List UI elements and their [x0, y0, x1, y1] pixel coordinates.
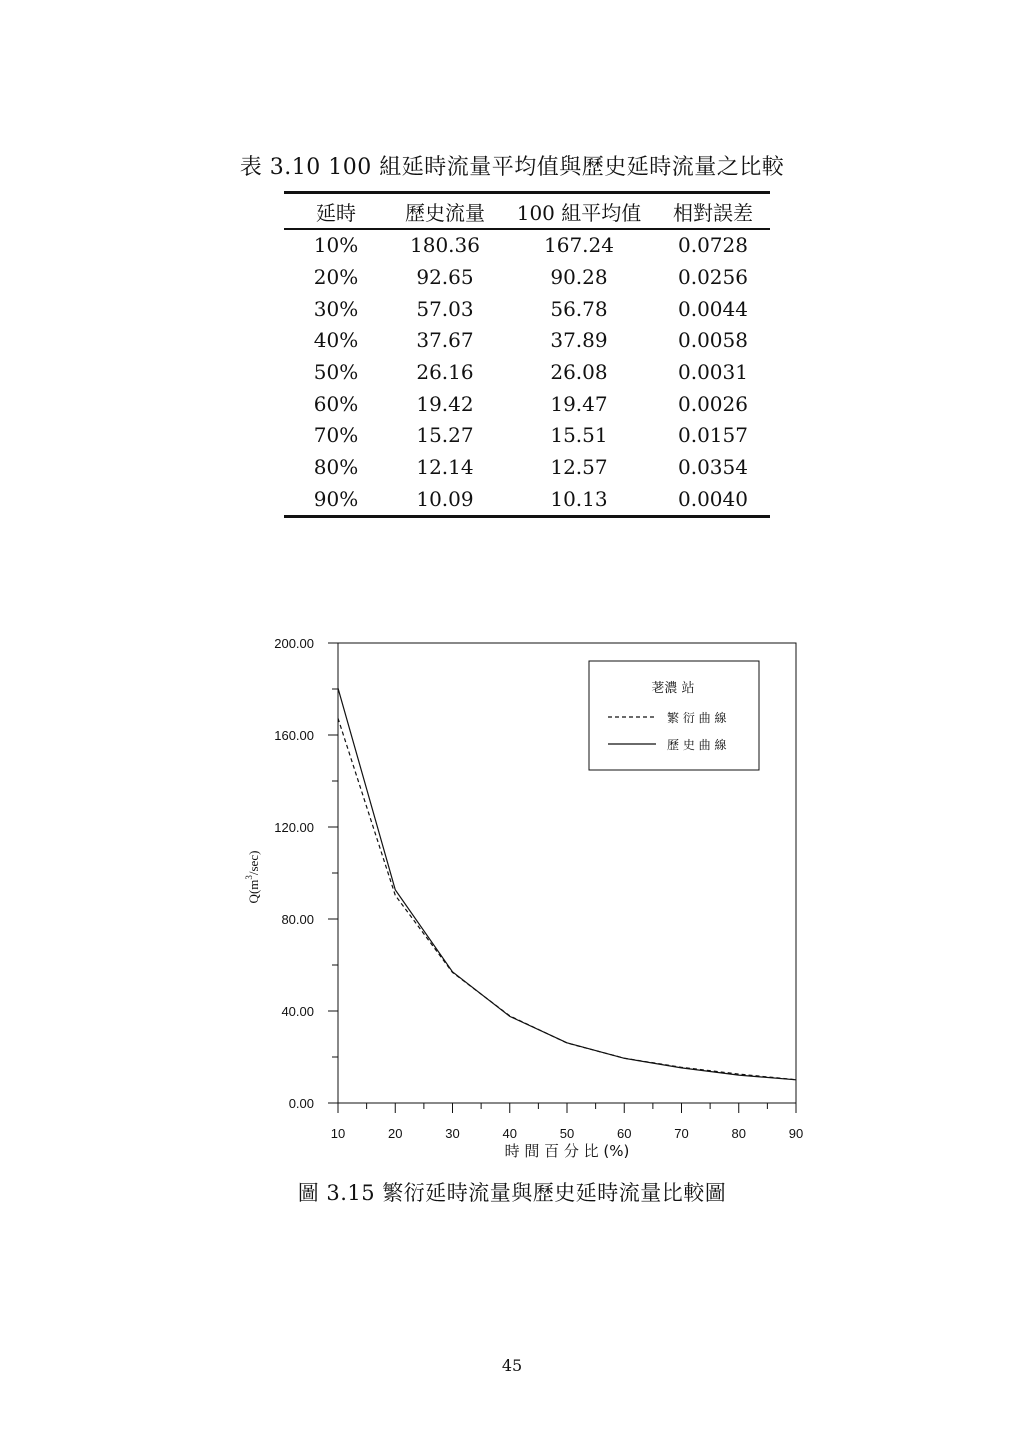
cell-historical-flow: 15.27 [416, 423, 474, 448]
cell-duration: 50% [313, 360, 359, 385]
y-tick-label: 40.00 [281, 1004, 314, 1019]
series-line-synthetic [338, 718, 796, 1079]
cell-duration: 10% [313, 233, 359, 258]
cell-relative-error: 0.0728 [678, 233, 748, 258]
x-tick-label: 40 [502, 1126, 517, 1141]
cell-historical-flow: 26.16 [416, 360, 474, 385]
cell-duration: 30% [313, 296, 359, 321]
x-tick-label: 50 [559, 1126, 575, 1141]
cell-relative-error: 0.0031 [678, 360, 748, 385]
x-tick-label: 80 [731, 1126, 746, 1141]
y-tick-label: 80.00 [281, 912, 314, 927]
y-axis-label-sup: 3 [244, 875, 254, 880]
legend-label-0: 繁 衍 曲 線 [667, 711, 727, 725]
cell-100-set-mean: 37.89 [550, 328, 608, 353]
cell-duration: 90% [313, 486, 359, 511]
cell-relative-error: 0.0256 [678, 265, 748, 290]
x-tick-label: 20 [388, 1126, 403, 1141]
cell-duration: 60% [313, 391, 359, 416]
cell-100-set-mean: 19.47 [550, 391, 608, 416]
cell-historical-flow: 92.65 [416, 265, 474, 290]
cell-relative-error: 0.0354 [678, 455, 748, 480]
y-tick-label: 120.00 [274, 820, 314, 835]
y-axis-label [244, 851, 261, 904]
x-tick-label: 60 [617, 1126, 632, 1141]
legend-title: 荖濃 站 [651, 681, 695, 696]
x-tick-label: 30 [445, 1126, 460, 1141]
cell-relative-error: 0.0058 [678, 328, 748, 353]
legend-label-1: 歷 史 曲 線 [667, 738, 727, 752]
cell-duration: 20% [313, 265, 359, 290]
header-100-set-mean: 100 組平均值 [516, 200, 642, 225]
cell-relative-error: 0.0157 [678, 423, 748, 448]
y-tick-label: 0.00 [288, 1096, 314, 1111]
page-number: 45 [501, 1356, 523, 1375]
header-historical-flow: 歷史流量 [405, 200, 485, 225]
cell-historical-flow: 37.67 [416, 328, 474, 353]
table-caption: 表 3.10 100 組延時流量平均值與歷史延時流量之比較 [239, 155, 785, 180]
cell-historical-flow: 12.14 [416, 455, 474, 480]
y-axis-label-base: Q(m [246, 879, 261, 904]
y-axis-label-tail: /sec) [246, 850, 261, 876]
cell-100-set-mean: 10.13 [550, 486, 608, 511]
cell-historical-flow: 10.09 [416, 486, 474, 511]
cell-duration: 70% [313, 423, 359, 448]
x-axis-label: 時 間 百 分 比 (%) [504, 1142, 630, 1160]
cell-100-set-mean: 26.08 [550, 360, 608, 385]
cell-historical-flow: 180.36 [410, 233, 480, 258]
x-tick-label: 90 [788, 1126, 804, 1141]
header-duration: 延時 [316, 200, 356, 225]
cell-100-set-mean: 56.78 [550, 296, 608, 321]
cell-historical-flow: 57.03 [416, 296, 474, 321]
cell-100-set-mean: 12.57 [550, 455, 608, 480]
cell-historical-flow: 19.42 [416, 391, 474, 416]
x-tick-label: 10 [330, 1126, 346, 1141]
header-relative-error: 相對誤差 [673, 200, 753, 225]
y-tick-label: 200.00 [274, 636, 314, 651]
cell-100-set-mean: 90.28 [550, 265, 608, 290]
x-tick-label: 70 [674, 1126, 689, 1141]
cell-relative-error: 0.0040 [678, 486, 748, 511]
cell-100-set-mean: 167.24 [544, 233, 614, 258]
y-tick-label: 160.00 [274, 728, 314, 743]
figure-caption: 圖 3.15 繁衍延時流量與歷史延時流量比較圖 [297, 1181, 727, 1205]
cell-relative-error: 0.0044 [678, 296, 748, 321]
cell-relative-error: 0.0026 [678, 391, 748, 416]
cell-100-set-mean: 15.51 [550, 423, 608, 448]
cell-duration: 40% [313, 328, 359, 353]
cell-duration: 80% [313, 455, 359, 480]
